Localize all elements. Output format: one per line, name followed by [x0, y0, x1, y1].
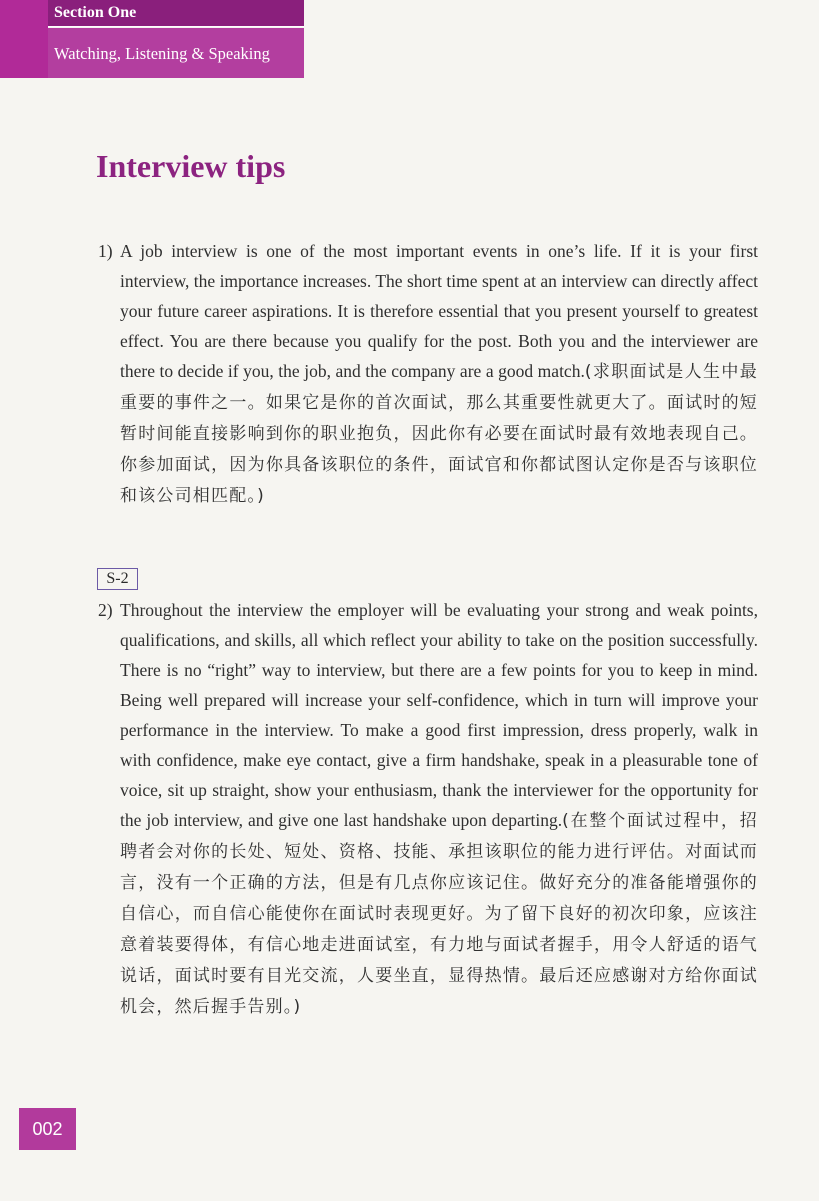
tip-chinese-translation: (求职面试是人生中最重要的事件之一。如果它是你的首次面试，那么其重要性就更大了。面试时的短暂时间能直接影响到你的职业抱负，因此你有必要在面试时最有效地表现自己。你参加面试，因为你具备该职位的条件，面试官和你都试图认定你是否与该职位和该公司相匹配。) [120, 362, 758, 506]
tip-paragraph-2 [98, 595, 758, 1022]
section-label: Section One [48, 0, 304, 27]
tip-number: 2) [98, 600, 113, 620]
page-title: Interview tips [96, 148, 286, 184]
header-accent-bar [0, 0, 48, 78]
tip-number: 1) [98, 241, 113, 261]
tip-english-text: Throughout the interview the employer will be evaluating your strong and weak points, qualifications, and skills, all which reflect your ability to take on the position successfully. There is no “right” way to interview, but there are a few points for you to keep in mind. Being well prepared will increase your self-confidence, which in turn will improve your performance in the interview. To make a good first impression, dress properly, walk in with confidence, make eye contact, give a firm handshake, speak in a pleasurable tone of voice, sit up straight, show your enthusiasm, thank the interviewer for the opportunity for the job interview, and give one last handshake upon departing. [120, 600, 758, 830]
audio-marker-badge: S-2 [97, 568, 138, 590]
page-number-badge: 002 [19, 1108, 76, 1150]
section-subtitle: Watching, Listening & Speaking [48, 28, 304, 78]
tip-body [120, 595, 758, 1022]
tip-paragraph-1 [98, 236, 758, 511]
tip-chinese-translation: (在整个面试过程中，招聘者会对你的长处、短处、资格、技能、承担该职位的能力进行评估。对面试而言，没有一个正确的方法，但是有几点你应该记住。做好充分的准备能增强你的自信心，而自信心能使你在面试时表现更好。为了留下良好的初次印象，应该注意着装要得体，有信心地走进面试室，有力地与面试者握手，用令人舒适的语气说话，面试时要有目光交流，人要坐直，显得热情。最后还应感谢对方给你面试机会，然后握手告别。) [120, 811, 758, 1017]
tip-body [120, 236, 758, 511]
tip-english-text: A job interview is one of the most important events in one’s life. If it is your first interview, the importance increases. The short time spent at an interview can directly affect your future career aspirations. It is therefore essential that you present yourself to greatest effect. You are there because you qualify for the post. Both you and the interviewer are there to decide if you, the job, and the company are a good match. [120, 241, 758, 381]
